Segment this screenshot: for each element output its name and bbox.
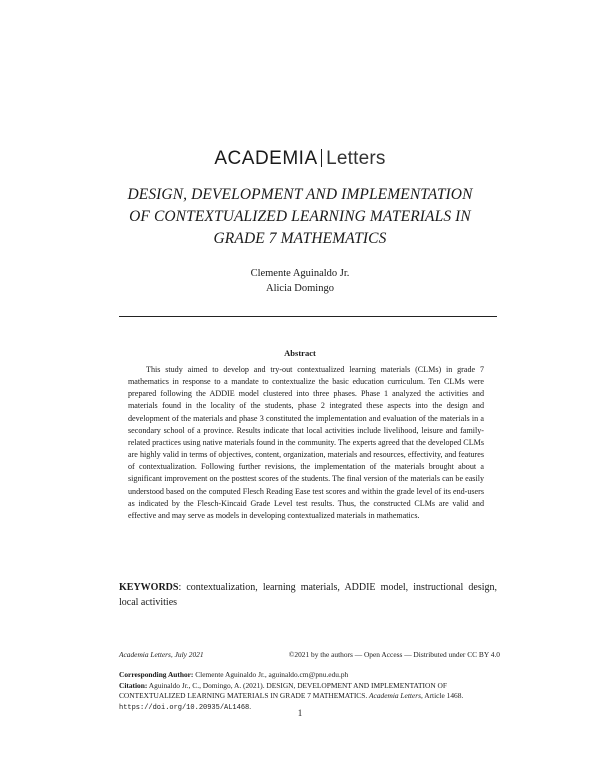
corresponding-text: Clemente Aguinaldo Jr., aguinaldo.cm@pnu.edu.ph [193, 670, 349, 679]
corresponding-author [119, 670, 500, 681]
paper-title [90, 184, 510, 250]
citation-label: Citation: [119, 680, 148, 690]
title-line-3: GRADE 7 MATHEMATICS [213, 230, 387, 247]
citation-journal: Academia Letters [369, 691, 421, 701]
corresponding-label: Corresponding Author: [119, 670, 194, 679]
brand-letters: Letters [326, 148, 386, 169]
footer-citation-block [119, 670, 500, 713]
keywords-label: KEYWORDS [119, 582, 179, 593]
citation-article: , Article 1468. [420, 691, 464, 701]
title-line-2: OF CONTEXTUALIZED LEARNING MATERIALS IN [129, 208, 471, 225]
brand-divider [321, 149, 323, 167]
keywords-text: : contextualization, learning materials, ADDIE model, instructional design, local activities [119, 582, 497, 608]
journal-brand [0, 148, 600, 170]
footer-journal-line [119, 650, 500, 659]
header-divider [119, 316, 497, 317]
brand-academia: ACADEMIA [214, 148, 318, 169]
abstract-heading: Abstract [284, 348, 316, 358]
author-list [0, 266, 600, 296]
footer-license: ©2021 by the authors — Open Access — Distributed under CC BY 4.0 [288, 650, 500, 659]
footer-journal: Academia Letters, July 2021 [119, 650, 204, 659]
citation-end: . [249, 701, 252, 711]
author-2: Alicia Domingo [266, 283, 334, 294]
title-line-1: DESIGN, DEVELOPMENT AND IMPLEMENTATION [127, 186, 473, 203]
page-number: 1 [297, 708, 303, 718]
doi-link[interactable]: https://doi.org/10.20935/AL1468 [119, 703, 250, 712]
author-1: Clemente Aguinaldo Jr. [250, 268, 350, 279]
citation-text: Aguinaldo Jr., C., Domingo, A. (2021). DESIGN, DEVELOPMENT AND IMPLEMENTATION OF CONTEXTUALIZED LEARNING MATERIALS IN GRADE 7 MATHEMATICS. [119, 680, 447, 701]
abstract-body: This study aimed to develop and try-out contextualized learning materials (CLMs) in grade 7 mathematics in response to a mandate to contextualize the basic education curriculum. Ten CLMs were prepared following the ADDIE model clustered into three phases. Phase 1 analyzed the activities and materials found in the locality of the students, phase 2 integrated these aspects into the design and development of the materials and phase 3 constituted the implementation and evaluation of the materials in a secondary school of a province. Results indicate that local activities include livelihood, leisure and family-related practices using native materials found in the community. The experts agreed that the developed CLMs are highly valid in terms of objectives, content, organization, materials and resources, effectivity, and features of contextualization. Following further revisions, the implementation of the materials brought about a significant improvement on the posttest scores of the students. The final version of the materials can be easily understood based on the computed Flesch Reading Ease test scores and within the grade level of its end-users as indicated by the Flesch-Kincaid Grade Level test results. Thus, the constructed CLMs are valid and effective and may serve as models in developing contextualized materials in mathematics. [128, 365, 484, 520]
keywords [119, 580, 497, 610]
